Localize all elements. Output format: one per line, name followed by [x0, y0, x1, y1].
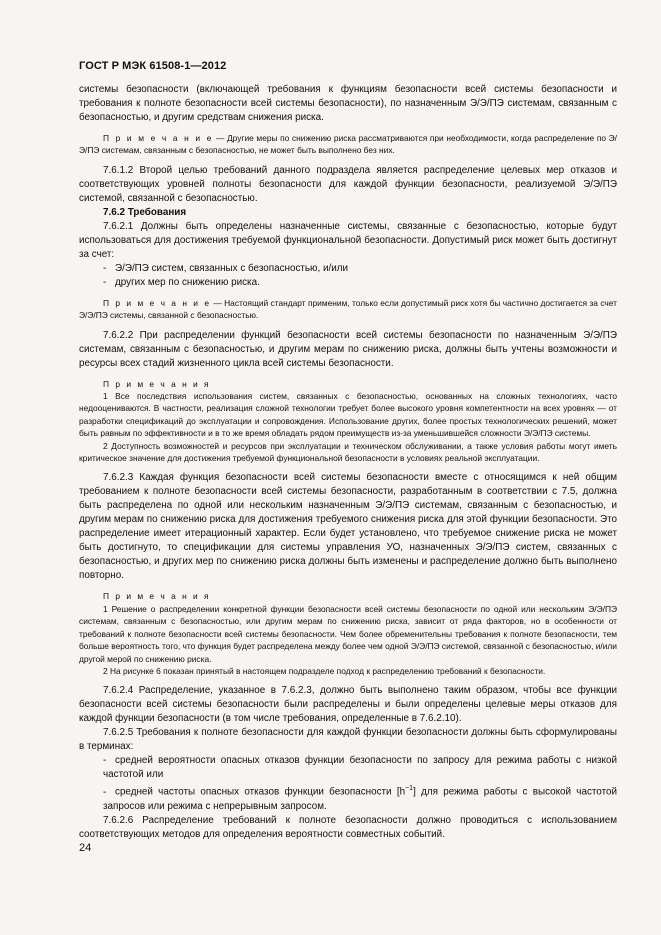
page-number: 24 — [79, 842, 92, 854]
paragraph-7-6-2-2: 7.6.2.2 При распределении функций безопасности всей системы безопасности по назначенным Э/Э/ПЭ системам, связанным с безопасностью, и другим мерам по снижению риска, должны быть учтены возможности и ресурсы всех стадий жизненного цикла всей системы безопасности. — [79, 329, 617, 369]
paragraph-7-6-1-2: 7.6.1.2 Второй целью требований данного подраздела является распределение целевых мер отказов и соответствующих уровней полноты безопасности для каждой функции безопасности, реализуемой Э/Э/ПЭ системой, связанной с безопасностью. — [79, 164, 617, 204]
document-header: ГОСТ Р МЭК 61508-1—2012 — [79, 60, 227, 72]
note — [79, 297, 617, 322]
document-body — [79, 83, 617, 842]
list-item — [79, 782, 617, 813]
paragraph-7-6-2-4: 7.6.2.4 Распределение, указанное в 7.6.2.3, должно быть выполнено таким образом, чтобы все функции безопасности всей системы безопасности были распределены и были определены целевые меры отказов для каждой функции безопасности (в том числе требования, определенные в 7.6.2.10). — [79, 685, 617, 725]
note-label: П р и м е ч а н и е — [103, 297, 212, 308]
paragraph-7-6-2-5: 7.6.2.5 Требования к полноте безопасности для каждой функции безопасности должны быть сформулированы в терминах: — [79, 727, 617, 753]
list-item — [79, 754, 617, 782]
note-item: 1 Все последствия использования систем, связанных с безопасностью, основанных на сложных технологиях, часто недооцениваются. В частности, реализация сложной технологии требует более высокого уровня компетентности на всех уровнях — от разработки спецификаций до эксплуатации и сопровождения. Использование других, более простых технологических решений, может быть равным по эффективности и в то же время обладать рядом преимуществ из-за уменьшившейся сложности Э/Э/ПЭ системы. — [79, 391, 617, 439]
note-item: 2 Доступность возможностей и ресурсов при эксплуатации и техническом обслуживании, а также условия работы могут иметь критическое значение для достижения требуемой функциональной безопасности в условиях реальной эксплуатации. — [79, 440, 617, 464]
list-item-text: средней вероятности опасных отказов функции безопасности по запросу для режима работы с низкой частотой или — [103, 755, 617, 781]
list-item — [79, 276, 617, 290]
list-item-text-a: средней частоты опасных отказов функции безопасности [h — [115, 786, 406, 798]
note-text: — Настоящий стандарт применим, только если допустимый риск хотя бы частично достигается за счет Э/Э/ПЭ системы, связанной с безопасностью. — [79, 297, 617, 321]
paragraph-7-6-2-3: 7.6.2.3 Каждая функция безопасности всей системы безопасности вместе с относящимся к ней общим требованием к полноте безопасности всей системы безопасности, разработанным в соответствии с 7.5, должна быть распределена по одной или нескольким назначенным Э/Э/ПЭ системам, связанным с безопасностью, и другим мерам по снижению риска для достижения требуемого снижения риска для этой функции безопасности. Это распределение имеет итерационный характер. Если будет установлено, что требуемое снижение риска не может быть достигнуто, то спецификации для системы управления УО, назначенных Э/Э/ПЭ систем, связанных с безопасностью, и других мер по снижению риска должны быть изменены и распределение должно быть выполнено повторно. — [79, 472, 617, 582]
list-marker: - — [103, 262, 107, 274]
list-item-text: других мер по снижению риска. — [115, 276, 260, 288]
note-label: П р и м е ч а н и е — [103, 133, 214, 143]
paragraph: системы безопасности (включающей требования к функциям безопасности всей системы безопасности и требования к полноте безопасности всей системы безопасности), по назначенным Э/Э/ПЭ системам, связанным с безопасностью, и другим средствам снижения риска. — [79, 84, 617, 123]
note-item: 1 Решение о распределении конкретной функции безопасности всей системы безопасности по одной или нескольким Э/Э/ПЭ системам, связанным с безопасностью, или другим мерам по снижению риска, зависит от ряда факторов, но в особенности от требований к полноте безопасности всей системы безопасности. Чем более обременительны требования к полноте безопасности, тем больше вероятность того, что функция будет распределена между более чем одной Э/Э/ПЭ системой, связанной с безопасностью, и/или другой мерой по снижению риска. — [79, 603, 617, 664]
note-item: 2 На рисунке 6 показан принятый в настоящем подразделе подход к распределению требований к безопасности. — [103, 665, 546, 676]
note-text: — Другие меры по снижению риска рассматриваются при необходимости, когда распределение по Э/Э/ПЭ системам, связанным с безопасностью, не может быть выполнено без них. — [79, 133, 618, 156]
note — [79, 132, 617, 157]
paragraph-7-6-2-6: 7.6.2.6 Распределение требований к полноте безопасности должно проводиться с использованием соответствующих методов для определения вероятности совместных событий. — [79, 814, 617, 840]
paragraph-7-6-2-1: 7.6.2.1 Должны быть определены назначенные системы, связанные с безопасностью, которые будут использоваться для достижения требуемой функциональной безопасности. Допустимый риск может быть достигнут за счет: — [79, 220, 617, 260]
list-marker: - — [103, 276, 107, 288]
notes-label: П р и м е ч а н и я — [103, 591, 211, 602]
list-item — [79, 262, 617, 276]
list-item-text-b: ] для режима работы с высокой частотой запросов или режима с непрерывным запросом. — [103, 786, 617, 812]
superscript: −1 — [405, 785, 414, 793]
list-item-text: Э/Э/ПЭ систем, связанных с безопасностью, и/или — [115, 262, 349, 274]
list-marker: - — [103, 786, 107, 798]
list-marker: - — [103, 755, 107, 767]
notes-label: П р и м е ч а н и я — [103, 378, 211, 389]
section-heading-7-6-2: 7.6.2 Требования — [103, 206, 187, 218]
